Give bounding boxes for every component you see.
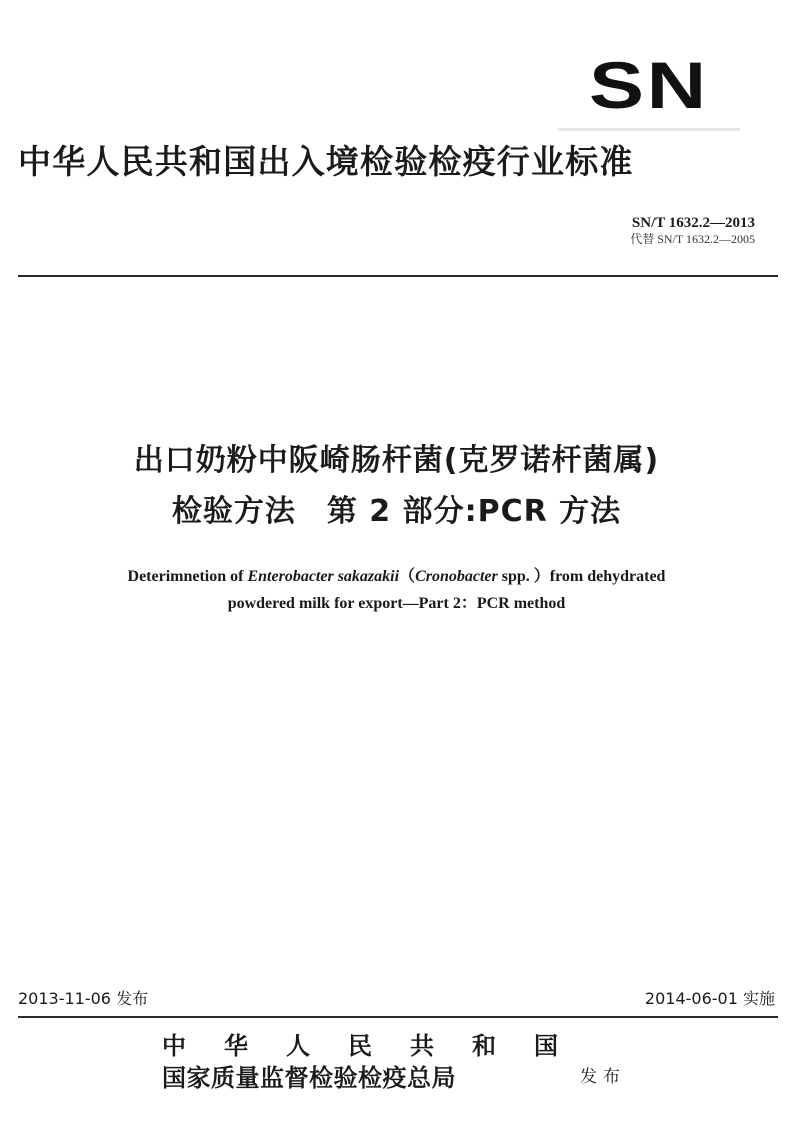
english-title-bracket: （ — [399, 568, 416, 585]
publisher-line-2: 国家质量监督检验检疫总局 — [162, 1063, 456, 1092]
chinese-title-line-1: 出口奶粉中阪崎肠杆菌(克罗诺杆菌属) — [133, 443, 660, 478]
publisher-suffix: 发布 — [580, 1067, 626, 1087]
english-title-genus: Cronobacter — [415, 568, 498, 585]
footer-divider — [18, 1016, 778, 1018]
implementation-date: 2014-06-01 实施 — [644, 989, 775, 1008]
header-divider — [18, 275, 778, 277]
english-title-species: Enterobacter sakazakii — [247, 568, 400, 585]
publisher-line-1: 中华人民共和国 — [162, 1031, 558, 1060]
standard-code: SN/T 1632.2—2013 — [631, 215, 755, 231]
replaces-standard: 代替 SN/T 1632.2—2005 — [630, 232, 755, 246]
logo-underline — [558, 128, 740, 131]
chinese-title-line-2: 检验方法 第 2 部分:PCR 方法 — [171, 494, 622, 529]
sn-logo — [562, 42, 736, 128]
english-title-line-2: powdered milk for export—Part 2：PCR method — [227, 595, 566, 612]
english-title-prefix: Deterimnetion of — [127, 568, 248, 585]
issue-date: 2013-11-06 发布 — [18, 989, 149, 1008]
english-title-suffix: spp. ）from dehydrated — [497, 568, 666, 585]
logo-text: SN — [589, 48, 709, 122]
english-title-line-1 — [0, 567, 793, 587]
standard-category-title: 中华人民共和国出入境检验检疫行业标准 — [18, 142, 634, 181]
